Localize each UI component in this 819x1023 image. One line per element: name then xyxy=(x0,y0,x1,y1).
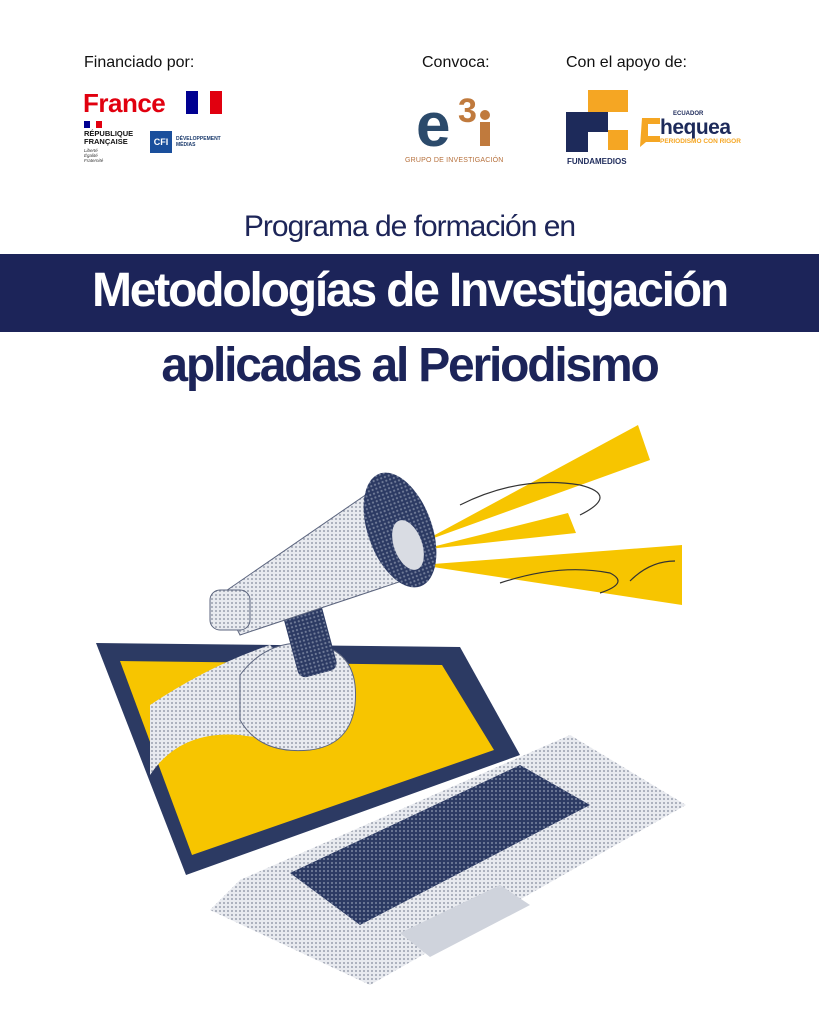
republique-text: RÉPUBLIQUE FRANÇAISE xyxy=(84,129,134,146)
chequea-tagline: PERIODISMO CON RIGOR xyxy=(660,138,741,145)
chequea-wordmark: hequea xyxy=(660,116,731,139)
republique-motto: Liberté Égalité Fraternité xyxy=(84,148,104,163)
french-flag-icon xyxy=(186,91,222,114)
support-label: Con el apoyo de: xyxy=(566,54,687,71)
sound-rays xyxy=(420,425,682,605)
title-line-1: Metodologías de Investigación xyxy=(92,264,727,317)
funded-by-label: Financiado por: xyxy=(84,54,195,71)
fundamedios-logo xyxy=(566,90,630,154)
megaphone-laptop-illustration xyxy=(90,405,700,1005)
svg-text:e: e xyxy=(416,91,451,160)
e3i-subtitle: GRUPO DE INVESTIGACIÓN xyxy=(405,157,504,164)
program-intro: Programa de formación en xyxy=(243,210,576,243)
cfi-mark: CFI xyxy=(150,131,172,153)
chequea-country: ECUADOR xyxy=(673,111,704,117)
marianne-flag-icon xyxy=(84,121,102,128)
cfi-text: DÉVELOPPEMENT MÉDIAS xyxy=(176,136,221,148)
fundamedios-wordmark: FUNDAMEDIOS xyxy=(567,157,627,166)
svg-text:3: 3 xyxy=(458,92,477,130)
france-wordmark: France xyxy=(83,88,166,118)
convenes-label: Convoca: xyxy=(422,54,490,71)
title-line-2: aplicadas al Periodismo xyxy=(161,339,658,392)
